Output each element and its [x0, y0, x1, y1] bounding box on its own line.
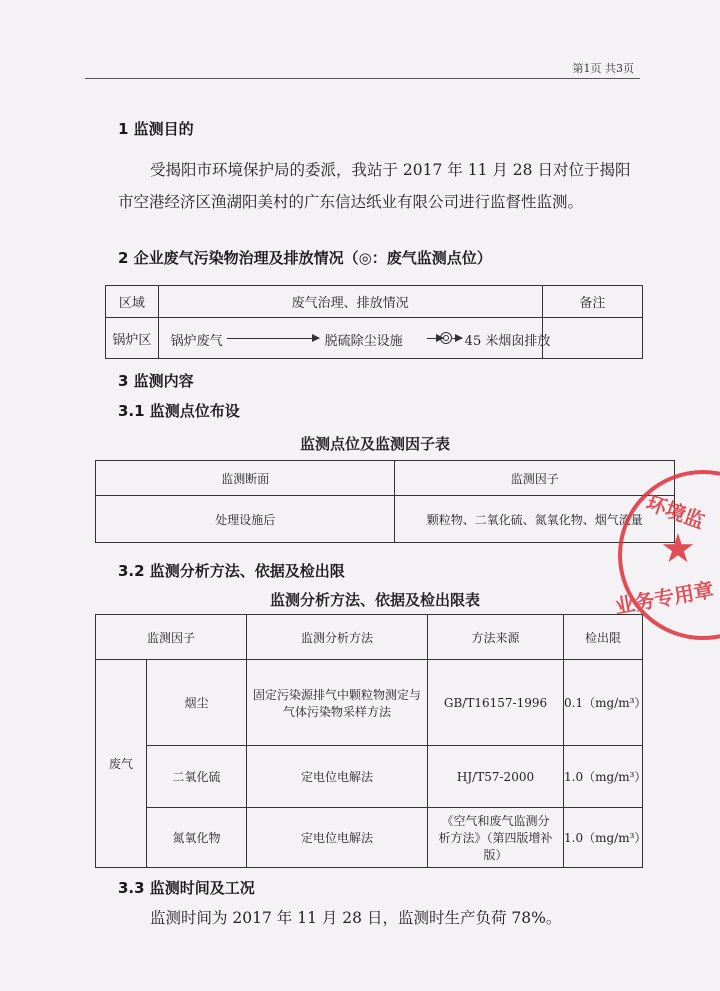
monitoring-point-icon	[440, 332, 452, 344]
source-cell: 《空气和废气监测分析方法》（第四版增补版）	[428, 808, 564, 868]
method-cell: 固定污染源排气中颗粒物测定与气体污染物采样方法	[247, 660, 428, 746]
emission-table	[105, 285, 643, 359]
section3-2-title: 3.2 监测分析方法、依据及检出限	[118, 562, 345, 580]
source-cell: HJ/T57-2000	[428, 746, 564, 808]
header-limit: 检出限	[564, 615, 643, 660]
section3-1-title: 3.1 监测点位布设	[118, 402, 240, 420]
remark-cell	[542, 318, 642, 359]
section2-title: 2 企业废气污染物治理及排放情况（◎：废气监测点位）	[118, 249, 492, 267]
limit-cell: 0.1（mg/m³）	[564, 660, 643, 746]
factor-cell: 烟尘	[147, 660, 247, 746]
method-cell: 定电位电解法	[247, 808, 428, 868]
limit-cell: 1.0（mg/m³）	[564, 746, 643, 808]
section1-para-line1: 受揭阳市环境保护局的委派，我站于 2017 年 11 月 28 日对位于揭阳	[150, 161, 631, 179]
section3-title: 3 监测内容	[118, 372, 194, 390]
area-cell: 锅炉区	[106, 318, 159, 359]
section3-3-para: 监测时间为 2017 年 11 月 28 日，监测时生产负荷 78%。	[150, 909, 562, 927]
source-cell: GB/T16157-1996	[428, 660, 564, 746]
header-remark: 备注	[542, 286, 642, 318]
flow-step-chimney: 45 米烟囱排放	[464, 334, 551, 349]
header-method: 监测分析方法	[247, 615, 428, 660]
points-table	[95, 460, 675, 543]
methods-table-title: 监测分析方法、依据及检出限表	[269, 591, 480, 609]
points-table-title: 监测点位及监测因子表	[299, 435, 450, 453]
section1-para-line2: 市空港经济区渔湖阳美村的广东信达纸业有限公司进行监督性监测。	[118, 193, 584, 211]
arrow-icon	[452, 338, 462, 339]
seal-text-top: 环境监	[643, 490, 708, 534]
arrow-icon	[227, 338, 319, 339]
section3-3-title: 3.3 监测时间及工况	[118, 879, 255, 897]
header-treatment: 废气治理、排放情况	[158, 286, 542, 318]
star-icon: ★	[660, 526, 696, 572]
flow-cell	[158, 318, 551, 359]
factor-cell: 氮氧化物	[147, 808, 247, 868]
header-divider	[85, 78, 640, 79]
header-factor: 监测因子	[96, 615, 247, 660]
header-section: 监测断面	[96, 461, 395, 496]
header-factor: 监测因子	[395, 461, 675, 496]
seal-text-bottom: 业务专用章	[612, 577, 716, 619]
method-cell: 定电位电解法	[247, 746, 428, 808]
factors-cell: 颗粒物、二氧化硫、氮氧化物、烟气流量	[395, 496, 675, 543]
methods-table	[95, 614, 647, 868]
limit-cell: 1.0（mg/m³）	[564, 808, 643, 868]
category-cell: 废气	[96, 660, 147, 868]
factor-cell: 二氧化硫	[147, 746, 247, 808]
flow-step-boiler: 锅炉废气	[170, 334, 223, 349]
section1-title: 1 监测目的	[118, 120, 194, 138]
header-area: 区域	[106, 286, 159, 318]
page-indicator: 第1页 共3页	[572, 62, 634, 75]
process-flow	[159, 318, 551, 358]
header-source: 方法来源	[428, 615, 564, 660]
section-cell: 处理设施后	[96, 496, 395, 543]
flow-step-desulfurization: 脱硫除尘设施	[324, 334, 403, 349]
